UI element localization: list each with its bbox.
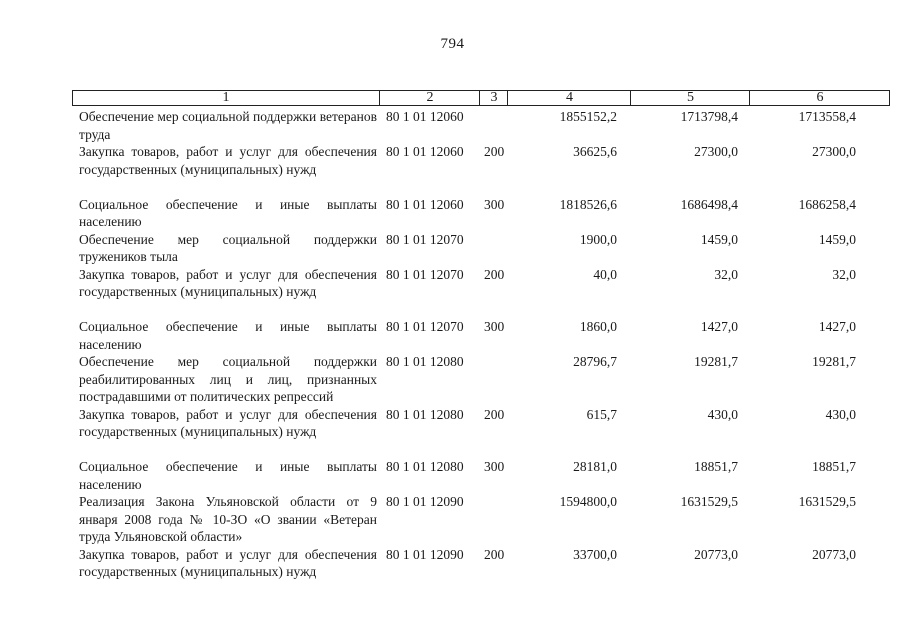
table-row	[0, 406, 905, 459]
row-value-5: 1686498,4	[680, 196, 738, 212]
row-description: Обеспечение мер социальной поддержки ветеранов труда	[79, 109, 377, 142]
row-value-5: 1631529,5	[680, 494, 738, 509]
row-value-4: 28181,0	[573, 459, 617, 474]
row-value-5: 1427,0	[700, 319, 738, 334]
row-value-4: 36625,6	[573, 144, 617, 159]
table-body	[0, 108, 905, 598]
table-row	[0, 196, 905, 231]
row-value-4: 40,0	[593, 266, 617, 282]
row-description: Обеспечение мер социальной поддержки тружеников тыла	[79, 231, 377, 265]
row-code: 80 1 01 12060	[386, 196, 464, 212]
row-value-6: 18851,7	[812, 459, 856, 474]
header-col-3: 3	[479, 91, 508, 105]
row-description: Закупка товаров, работ и услуг для обеспечения государственных (муниципальных) нужд	[79, 406, 377, 440]
row-value-6: 20773,0	[812, 546, 856, 562]
table-row	[0, 458, 905, 493]
row-value-6: 32,0	[832, 266, 856, 282]
row-value-4: 1900,0	[579, 231, 617, 247]
row-value-5: 32,0	[714, 266, 738, 282]
row-value-4: 1594800,0	[559, 494, 617, 509]
row-code: 80 1 01 12080	[386, 354, 464, 369]
row-description: Закупка товаров, работ и услуг для обеспечения государственных (муниципальных) нужд	[79, 546, 377, 580]
row-value-4: 615,7	[586, 406, 617, 422]
table-row	[0, 546, 905, 599]
row-value-6: 1713558,4	[798, 109, 856, 124]
row-value-6: 1459,0	[818, 231, 856, 247]
row-code: 80 1 01 12070	[386, 231, 464, 247]
row-description: Обеспечение мер социальной поддержки реабилитированных лиц и лиц, признанных пострадавшими от политических репрессий	[79, 354, 377, 405]
table-row	[0, 353, 905, 406]
row-vr: 200	[484, 144, 505, 159]
row-value-5: 430,0	[707, 406, 738, 422]
table-row	[0, 108, 905, 143]
row-value-6: 1631529,5	[798, 494, 856, 509]
row-value-5: 19281,7	[694, 354, 738, 369]
row-value-5: 18851,7	[694, 459, 738, 474]
table-row	[0, 318, 905, 353]
row-code: 80 1 01 12080	[386, 406, 464, 422]
row-value-6: 1427,0	[818, 319, 856, 334]
row-description: Закупка товаров, работ и услуг для обеспечения государственных (муниципальных) нужд	[79, 266, 377, 300]
row-code: 80 1 01 12060	[386, 144, 464, 159]
row-value-5: 1713798,4	[680, 109, 738, 124]
row-description: Социальное обеспечение и иные выплаты населению	[79, 459, 377, 492]
table-header	[72, 90, 890, 106]
row-code: 80 1 01 12070	[386, 266, 464, 282]
row-code: 80 1 01 12080	[386, 459, 464, 474]
row-code: 80 1 01 12090	[386, 546, 464, 562]
row-description: Социальное обеспечение и иные выплаты населению	[79, 319, 377, 352]
table-row	[0, 143, 905, 196]
row-value-5: 27300,0	[694, 144, 738, 159]
row-vr: 300	[484, 196, 505, 212]
row-value-4: 1855152,2	[559, 109, 617, 124]
page-number: 794	[440, 36, 465, 52]
table-row	[0, 266, 905, 319]
table-row	[0, 493, 905, 546]
row-value-6: 27300,0	[812, 144, 856, 159]
row-value-5: 20773,0	[694, 546, 738, 562]
row-value-5: 1459,0	[700, 231, 738, 247]
header-col-5: 5	[630, 91, 750, 105]
row-value-4: 33700,0	[573, 546, 617, 562]
row-vr: 200	[484, 266, 505, 282]
row-value-4: 1818526,6	[559, 196, 617, 212]
row-value-6: 19281,7	[812, 354, 856, 369]
row-code: 80 1 01 12090	[386, 494, 464, 509]
row-value-6: 1686258,4	[798, 196, 856, 212]
row-value-4: 28796,7	[573, 354, 617, 369]
row-value-6: 430,0	[825, 406, 856, 422]
table-row	[0, 231, 905, 266]
row-vr: 300	[484, 319, 505, 334]
row-vr: 300	[484, 459, 505, 474]
row-value-4: 1860,0	[579, 319, 617, 334]
header-col-6: 6	[749, 91, 890, 105]
row-code: 80 1 01 12070	[386, 319, 464, 334]
row-description: Реализация Закона Ульяновской области от 9 января 2008 года № 10-ЗО «О звании «Ветеран труда Ульяновской области»	[79, 494, 377, 545]
header-col-2: 2	[379, 91, 480, 105]
row-vr: 200	[484, 406, 505, 422]
row-vr: 200	[484, 546, 505, 562]
header-col-1: 1	[222, 90, 230, 105]
row-description: Социальное обеспечение и иные выплаты населению	[79, 196, 377, 230]
row-code: 80 1 01 12060	[386, 109, 464, 124]
row-description: Закупка товаров, работ и услуг для обеспечения государственных (муниципальных) нужд	[79, 144, 377, 177]
header-col-4: 4	[507, 91, 631, 105]
